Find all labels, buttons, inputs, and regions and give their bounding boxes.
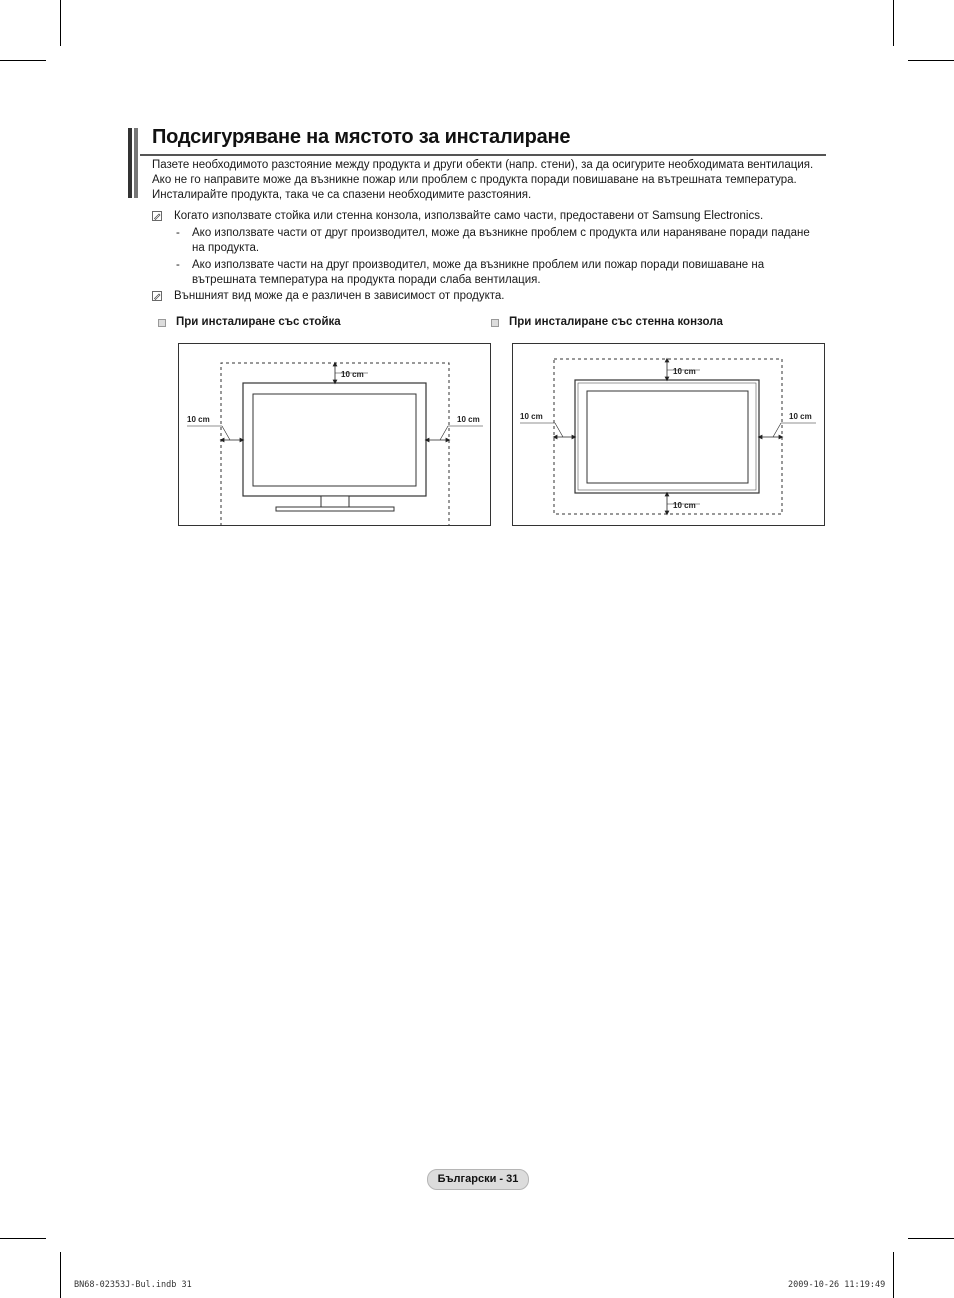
list-item-line: на продукта. <box>192 242 260 254</box>
title-divider <box>140 154 826 156</box>
intro-paragraph <box>152 158 832 203</box>
bottom-clearance-label: 10 cm <box>673 501 696 510</box>
title-accent-bar <box>134 128 138 198</box>
crop-mark <box>0 1238 46 1239</box>
dash-bullet: - <box>176 227 180 239</box>
intro-line: Пазете необходимото разстояние между продукта и други обекти (напр. стени), за да осигурите необходимата вентилация. <box>152 159 814 171</box>
left-clearance-label: 10 cm <box>187 415 210 424</box>
page-title: Подсигуряване на мястото за инсталиране <box>152 126 571 148</box>
square-bullet-icon <box>491 319 499 327</box>
crop-mark <box>908 60 954 61</box>
tv-neck <box>321 496 349 507</box>
dash-bullet: - <box>176 259 180 271</box>
page-number-badge: Български - 31 <box>427 1169 529 1190</box>
print-timestamp: 2009-10-26 11:19:49 <box>788 1280 886 1290</box>
note-icon <box>152 211 162 221</box>
crop-mark <box>0 60 46 61</box>
crop-mark <box>60 0 61 46</box>
list-item-line: вътрешната температура на продукта поради слаба вентилация. <box>192 274 541 286</box>
crop-mark <box>908 1238 954 1239</box>
note-text: Когато използвате стойка или стенна конзола, използвайте само части, предоставени от Samsung Electronics. <box>174 210 764 222</box>
list-item-line: Ако използвате части от друг производител, може да възникне проблем с продукта или нараняване поради падане <box>192 227 810 239</box>
tv-screen <box>253 394 416 486</box>
crop-mark <box>60 1252 61 1298</box>
stand-clearance-diagram <box>178 343 491 526</box>
right-clearance-label: 10 cm <box>789 412 812 421</box>
note-text: Външният вид може да е различен в зависимост от продукта. <box>174 290 505 302</box>
tv-base <box>276 507 394 511</box>
square-bullet-icon <box>158 319 166 327</box>
wall-clearance-diagram <box>512 343 825 526</box>
title-accent-bar <box>128 128 132 198</box>
crop-mark <box>893 1252 894 1298</box>
left-clearance-label: 10 cm <box>520 412 543 421</box>
tv-screen <box>587 391 748 483</box>
print-file-info: BN68-02353J-Bul.indb 31 <box>74 1280 192 1290</box>
list-item-line: Ако използвате части на друг производител, може да възникне проблем или пожар поради повишаване на <box>192 259 765 271</box>
note-icon <box>152 291 162 301</box>
right-clearance-label: 10 cm <box>457 415 480 424</box>
crop-mark <box>893 0 894 46</box>
top-clearance-label: 10 cm <box>341 370 364 379</box>
intro-line: Инсталирайте продукта, така че са спазени необходимите разстояния. <box>152 189 532 201</box>
top-clearance-label: 10 cm <box>673 367 696 376</box>
intro-line: Ако не го направите може да възникне пожар или проблем с продукта поради повишаване на вътрешната температура. <box>152 174 797 186</box>
